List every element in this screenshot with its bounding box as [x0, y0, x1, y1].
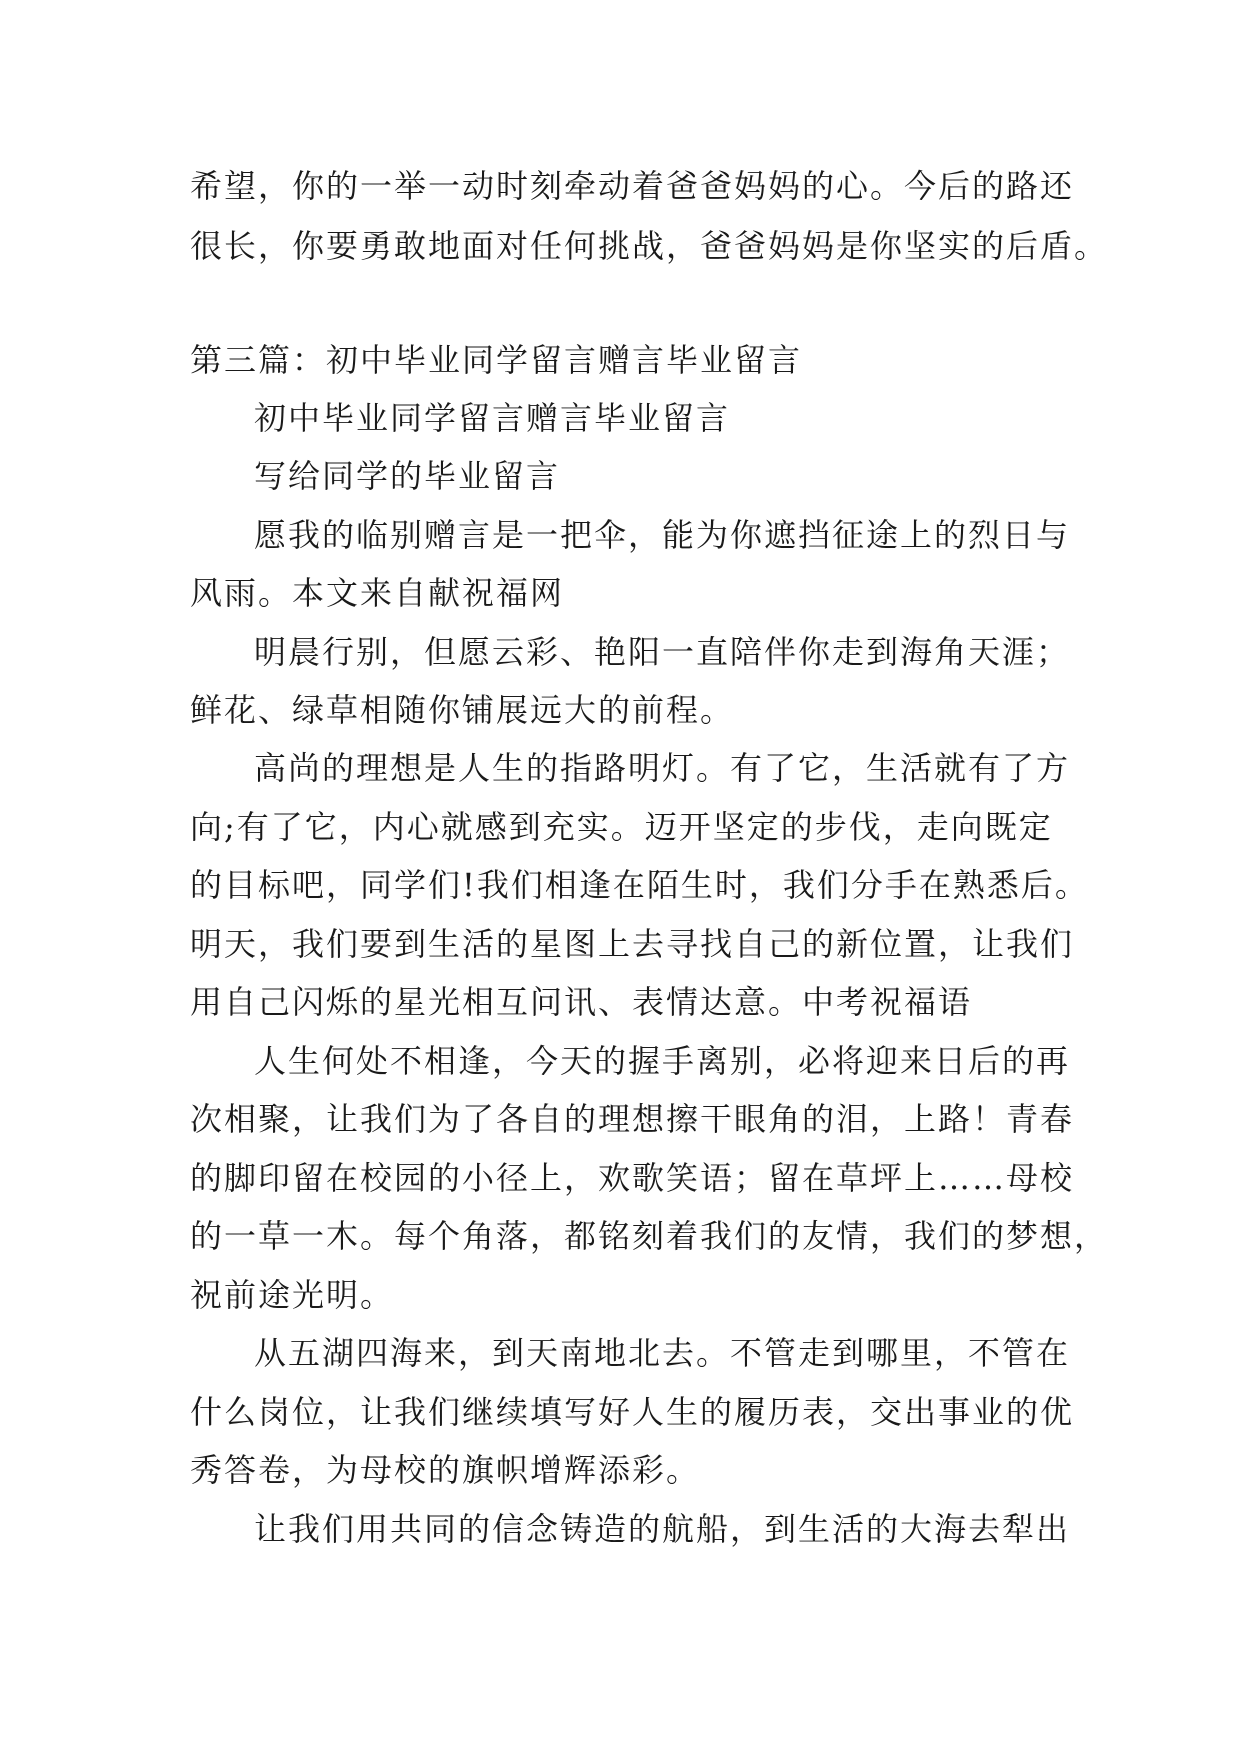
text-line: 秀答卷，为母校的旗帜增辉添彩。	[190, 1451, 701, 1489]
text-line: 明晨行别，但愿云彩、艳阳一直陪伴你走到海角天涯；	[254, 633, 1071, 671]
text-line: 从五湖四海来，到天南地北去。不管走到哪里，不管在	[254, 1334, 1071, 1372]
text-line: 风雨。本文来自献祝福网	[190, 574, 565, 612]
text-line: 的一草一木。每个角落，都铭刻着我们的友情，我们的梦想，	[190, 1217, 1109, 1255]
article-title: 初中毕业同学留言赠言毕业留言	[254, 399, 731, 437]
text-line: 愿我的临别赠言是一把伞，能为你遮挡征途上的烈日与	[254, 516, 1071, 554]
article-subtitle: 写给同学的毕业留言	[254, 457, 561, 495]
text-line: 向;有了它，内心就感到充实。迈开坚定的步伐，走向既定	[190, 808, 1053, 846]
text-line: 用自己闪烁的星光相互问讯、表情达意。中考祝福语	[190, 983, 973, 1021]
text-line: 希望，你的一举一动时刻牵动着爸爸妈妈的心。今后的路还	[190, 167, 1075, 205]
text-line: 什么岗位，让我们继续填写好人生的履历表，交出事业的优	[190, 1393, 1075, 1431]
text-line: 明天，我们要到生活的星图上去寻找自己的新位置，让我们	[190, 925, 1075, 963]
section-heading: 第三篇：初中毕业同学留言赠言毕业留言	[190, 341, 803, 379]
text-line: 鲜花、绿草相随你铺展远大的前程。	[190, 691, 735, 729]
text-line: 很长，你要勇敢地面对任何挑战，爸爸妈妈是你坚实的后盾。	[190, 227, 1109, 265]
text-line: 的脚印留在校园的小径上，欢歌笑语；留在草坪上……母校	[190, 1159, 1075, 1197]
text-line: 祝前途光明。	[190, 1276, 395, 1314]
text-line: 次相聚，让我们为了各自的理想擦干眼角的泪，上路！青春	[190, 1100, 1075, 1138]
text-line: 人生何处不相逢，今天的握手离别，必将迎来日后的再	[254, 1042, 1071, 1080]
text-line: 让我们用共同的信念铸造的航船，到生活的大海去犁出	[254, 1510, 1071, 1548]
text-line: 高尚的理想是人生的指路明灯。有了它，生活就有了方	[254, 749, 1071, 787]
text-line: 的目标吧，同学们!我们相逢在陌生时，我们分手在熟悉后。	[190, 866, 1089, 904]
